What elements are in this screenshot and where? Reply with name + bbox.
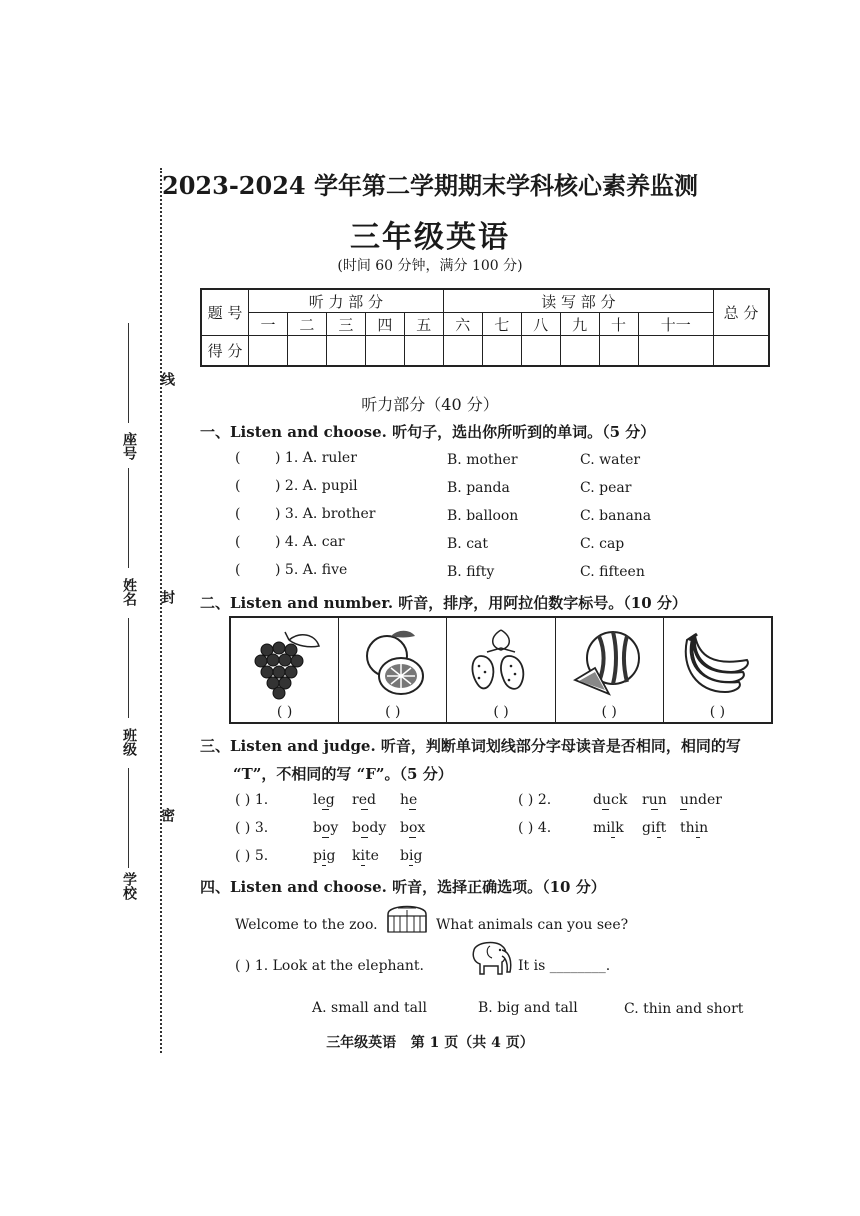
underline-mark (409, 865, 413, 866)
underline-mark (361, 837, 368, 838)
underline-mark (322, 809, 329, 810)
s3-word: big (400, 848, 423, 864)
score-cell[interactable] (560, 336, 599, 366)
q-number: 九 (560, 313, 599, 336)
s1-paren[interactable]: ( (235, 450, 241, 466)
q-number: 四 (365, 313, 404, 336)
underline-mark (409, 809, 416, 810)
q1-text: ( ) 1. Look at the elephant. (235, 958, 424, 974)
q-number: 一 (249, 313, 288, 336)
answer-blank[interactable]: ( ) (601, 704, 617, 720)
s3-word: gift (642, 820, 667, 836)
q1-option-c: C. thin and short (624, 1001, 744, 1017)
section1-title: 一、Listen and choose. 听句子，选出你所听到的单词。（5 分） (200, 423, 656, 441)
q-number: 十一 (638, 313, 713, 336)
s1-option-b: B. cat (447, 536, 489, 552)
grapes-icon (245, 626, 325, 700)
underline-mark (361, 865, 365, 866)
s1-option-c: C. fifteen (580, 564, 645, 580)
q-number: 十 (599, 313, 638, 336)
s3-word: under (680, 792, 722, 808)
zoo-gate-icon (384, 900, 430, 934)
score-cell[interactable] (404, 336, 443, 366)
row-label-score: 得 分 (201, 336, 249, 366)
s3-word: duck (593, 792, 628, 808)
school-label: 学校 (121, 872, 137, 900)
fruit-picture-strip (229, 616, 773, 724)
answer-blank[interactable]: ( ) (276, 704, 293, 720)
total-score-cell[interactable] (714, 336, 770, 366)
s1-paren[interactable]: ( (235, 534, 241, 550)
picture-cell (339, 618, 447, 722)
s1-paren[interactable]: ( (235, 506, 241, 522)
answer-blank[interactable]: ( ) (709, 704, 726, 720)
s1-option-b: B. mother (447, 452, 518, 468)
s1-option-a: ) 5. A. five (275, 562, 348, 578)
picture-cell (231, 618, 339, 722)
s1-paren[interactable]: ( (235, 562, 241, 578)
s3-word: milk (593, 820, 624, 836)
s1-option-c: C. cap (580, 536, 625, 552)
q1-option-b: B. big and tall (478, 1000, 578, 1016)
zoo-intro-a: Welcome to the zoo. (235, 917, 378, 933)
s3-item-label[interactable]: ( ) 4. (518, 820, 552, 836)
s1-option-a: ) 1. A. ruler (275, 450, 357, 466)
school-field-line (128, 768, 129, 868)
row-label-number: 题 号 (201, 289, 249, 336)
zoo-intro-b: What animals can you see? (436, 917, 629, 933)
q-number: 八 (521, 313, 560, 336)
s3-word: he (400, 792, 418, 808)
total-label: 总 分 (714, 289, 770, 336)
s3-item-label[interactable]: ( ) 5. (235, 848, 269, 864)
underline-mark (322, 865, 326, 866)
elephant-icon (466, 940, 514, 976)
section3-title-cont: “T”，不相同的写 “F”。（5 分） (233, 765, 453, 783)
score-table (200, 288, 770, 367)
q1-blank[interactable]: It is ________. (518, 958, 611, 974)
q-number: 三 (326, 313, 365, 336)
score-cell[interactable] (249, 336, 288, 366)
answer-blank[interactable]: ( ) (385, 704, 401, 720)
section2-title: 二、Listen and number. 听音，排序，用阿拉伯数字标号。（10 分） (200, 594, 687, 612)
q-number: 五 (404, 313, 443, 336)
class-label: 班级 (121, 728, 137, 756)
s3-word: body (352, 820, 387, 836)
s1-option-b: B. panda (447, 480, 510, 496)
score-cell[interactable] (521, 336, 560, 366)
exam-title: 2023-2024 学年第二学期期末学科核心素养监测 (162, 171, 698, 200)
s3-word: box (400, 820, 426, 836)
s3-word: red (352, 792, 376, 808)
underline-mark (680, 809, 687, 810)
underline-mark (651, 809, 658, 810)
name-field-line (128, 468, 129, 568)
s1-paren[interactable]: ( (235, 478, 241, 494)
strawberry-icon (461, 626, 541, 700)
mark-xian: 线 (159, 372, 175, 386)
s3-word: pig (313, 848, 336, 864)
q-number: 二 (287, 313, 326, 336)
class-field-line (128, 618, 129, 718)
s1-option-a: ) 2. A. pupil (275, 478, 358, 494)
underline-mark (322, 837, 329, 838)
q1-option-a: A. small and tall (312, 1000, 427, 1016)
time-note: (时间 60 分钟，满分 100 分) (337, 258, 523, 274)
binding-dotted-line (160, 168, 162, 1053)
s3-item-label[interactable]: ( ) 3. (235, 820, 269, 836)
score-cell[interactable] (599, 336, 638, 366)
page-footer: 三年级英语 第 1 页（共 4 页） (326, 1035, 534, 1051)
s1-option-c: C. banana (580, 508, 652, 524)
s3-item-label[interactable]: ( ) 2. (518, 792, 552, 808)
s3-word: thin (680, 820, 709, 836)
seat-label: 座号 (121, 432, 137, 460)
listening-label: 听 力 部 分 (249, 289, 444, 313)
picture-cell (556, 618, 664, 722)
s1-option-a: ) 4. A. car (275, 534, 345, 550)
mark-feng: 封 (159, 590, 175, 604)
s1-option-c: C. water (580, 452, 641, 468)
s3-item-label[interactable]: ( ) 1. (235, 792, 269, 808)
underline-mark (602, 809, 609, 810)
s3-word: run (642, 792, 667, 808)
score-cell[interactable] (443, 336, 482, 366)
s1-option-b: B. fifty (447, 564, 495, 580)
banana-icon (677, 626, 757, 700)
q-number: 七 (482, 313, 521, 336)
picture-cell (447, 618, 555, 722)
watermelon-icon (569, 626, 649, 700)
s1-option-c: C. pear (580, 480, 632, 496)
q-number: 六 (443, 313, 482, 336)
s1-option-a: ) 3. A. brother (275, 506, 376, 522)
s3-word: boy (313, 820, 339, 836)
mark-mi: 密 (159, 808, 175, 822)
listening-header: 听力部分（40 分） (361, 395, 499, 414)
section3-title: 三、Listen and judge. 听音，判断单词划线部分字母读音是否相同，相同的写 (200, 737, 741, 755)
underline-mark (657, 837, 661, 838)
name-label: 姓名 (121, 578, 137, 606)
score-cell[interactable] (365, 336, 404, 366)
exam-subtitle: 三年级英语 (350, 220, 510, 255)
underline-mark (361, 809, 368, 810)
underline-mark (409, 837, 416, 838)
orange-icon (353, 626, 433, 700)
answer-blank[interactable]: ( ) (493, 704, 509, 720)
score-cell[interactable] (287, 336, 326, 366)
underline-mark (611, 837, 615, 838)
s3-word: kite (352, 848, 379, 864)
underline-mark (696, 837, 700, 838)
picture-cell (664, 618, 771, 722)
score-cell[interactable] (326, 336, 365, 366)
score-cell[interactable] (482, 336, 521, 366)
s3-word: leg (313, 792, 335, 808)
s1-option-b: B. balloon (447, 508, 519, 524)
score-cell[interactable] (638, 336, 713, 366)
reading-label: 读 写 部 分 (443, 289, 713, 313)
section4-title: 四、Listen and choose. 听音，选择正确选项。（10 分） (200, 878, 606, 896)
